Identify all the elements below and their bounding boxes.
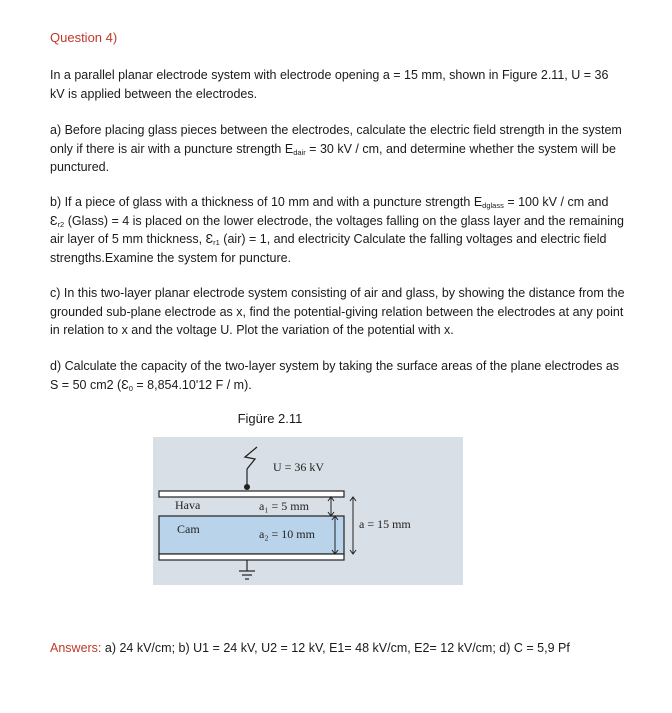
part-b-text-3: (Glass) = 4 is placed on the lower electrode, the voltages falling on the glass layer and the remaining air layer of 5 mm thickness, Ɛ: [50, 213, 624, 246]
part-a-text-1: a) Before placing glass pieces between the electrodes, calculate the electric field strength in the system only if there is air with a puncture strength E: [50, 123, 622, 156]
part-a-text-2: = 30 kV / cm, and determine whether the system will be punctured.: [50, 141, 616, 174]
part-c-text: c) In this two-layer planar electrode system consisting of air and glass, by showing the distance from the grounded sub-plane electrode as x, find the potential-giving relation between the electrodes at any point in relation to x and the voltage U. Plot the variation of the potential with x.: [50, 286, 625, 337]
part-b-text: [50, 193, 625, 267]
layer-air-label: Hava: [175, 498, 201, 512]
layer-glass-label: Cam: [177, 522, 200, 536]
part-b-subscript-2: r2: [57, 219, 65, 229]
part-b-text-2: = 100 kV / cm and Ɛ: [50, 195, 609, 228]
part-b-text-1: b) If a piece of glass with a thickness of 10 mm and with a puncture strength E: [50, 195, 483, 209]
a1-label: a₁ = 5 mm: [259, 499, 309, 513]
question-title: Question 4): [50, 30, 118, 45]
part-a-subscript: dair: [293, 147, 306, 157]
voltage-source-icon: [245, 447, 257, 469]
answers-label: Answers:: [50, 641, 102, 655]
answers-text: a) 24 kV/cm; b) U1 = 24 kV, U2 = 12 kV, E1= 48 kV/cm, E2= 12 kV/cm; d) C = 5,9 Pf: [101, 641, 570, 655]
upper-terminal-dot: [244, 484, 250, 490]
upper-electrode: [159, 491, 344, 497]
voltage-label: U = 36 kV: [273, 460, 325, 474]
lower-electrode: [159, 554, 344, 560]
part-b-subscript-3: r1: [213, 238, 220, 247]
part-a-text: [50, 121, 625, 177]
part-d-subscript: 0: [128, 383, 133, 393]
part-d-text-2: = 8,854.10'12 F / m).: [132, 377, 252, 392]
ground-icon: [239, 571, 255, 579]
a2-label: a₂ = 10 mm: [259, 527, 315, 541]
a-label: a = 15 mm: [359, 517, 411, 531]
question-intro: In a parallel planar electrode system with electrode opening a = 15 mm, shown in Figure 2.11, U = 36 kV is applied between the electrodes.: [50, 68, 609, 101]
part-b-text-4: (air) = 1, and electricity Calculate the falling voltages and electric field strengths.Examine the system for puncture.: [50, 232, 607, 265]
part-b-subscript-1: dglass: [482, 201, 504, 210]
part-d-text-1: d) Calculate the capacity of the two-layer system by taking the surface areas of the plane electrodes as S = 50 cm2 (Ɛ: [50, 359, 620, 392]
part-d-text: [50, 357, 625, 394]
figure-caption: Figüre 2.11: [237, 411, 303, 426]
electrode-diagram: [153, 437, 463, 585]
figure-2-11: [153, 437, 463, 585]
answers-line: [50, 641, 570, 655]
